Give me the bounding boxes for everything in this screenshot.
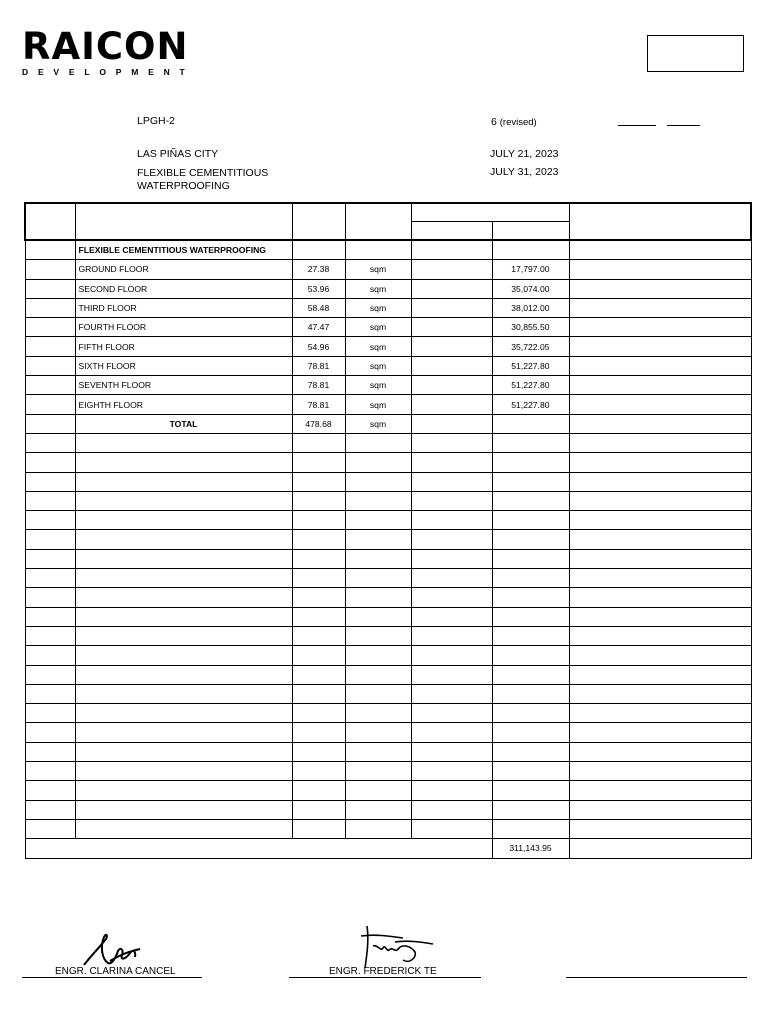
table-row [25, 260, 751, 279]
item-unit: sqm [345, 279, 411, 298]
quantity-table [24, 202, 752, 859]
grand-total-row [25, 839, 751, 858]
location: LAS PIÑAS CITY [137, 148, 219, 160]
header-cell [25, 203, 75, 240]
empty-row [25, 626, 751, 645]
document-number-box [647, 35, 744, 72]
scope [137, 167, 268, 193]
empty-row [25, 704, 751, 723]
header-cell [569, 203, 751, 240]
item-description: GROUND FLOOR [75, 260, 292, 279]
prepared-by-name: ENGR. CLARINA CANCEL [55, 966, 176, 977]
empty-row [25, 511, 751, 530]
item-unit: sqm [345, 298, 411, 317]
header-cell [292, 203, 345, 240]
total-label: TOTAL [75, 414, 292, 433]
item-unit: sqm [345, 376, 411, 395]
header-cell [492, 222, 569, 241]
item-amount: 35,074.00 [492, 279, 569, 298]
revision-number: 6 [491, 116, 497, 128]
checked-by-name: ENGR. FREDERICK TE [329, 966, 437, 977]
table-row [25, 376, 751, 395]
item-amount: 51,227.80 [492, 376, 569, 395]
table-row [25, 395, 751, 414]
table-row [25, 337, 751, 356]
revision-note: (revised) [499, 117, 537, 128]
item-unit: sqm [345, 318, 411, 337]
table-row [25, 240, 751, 260]
item-quantity: 58.48 [292, 298, 345, 317]
table-row [25, 318, 751, 337]
blank-field-2 [667, 125, 700, 126]
empty-row [25, 800, 751, 819]
item-amount: 38,012.00 [492, 298, 569, 317]
section-title: FLEXIBLE CEMENTITIOUS WATERPROOFING [75, 240, 292, 260]
item-unit: sqm [345, 337, 411, 356]
company-tagline: DEVELOPMENT [22, 67, 195, 77]
signature-line-3 [566, 977, 747, 978]
empty-row [25, 569, 751, 588]
empty-row [25, 819, 751, 838]
item-description: SIXTH FLOOR [75, 356, 292, 375]
item-description: EIGHTH FLOOR [75, 395, 292, 414]
company-logo [22, 25, 195, 77]
item-amount: 51,227.80 [492, 395, 569, 414]
empty-row [25, 665, 751, 684]
item-unit: sqm [345, 356, 411, 375]
item-quantity: 54.96 [292, 337, 345, 356]
header-cell [75, 203, 292, 240]
empty-row [25, 453, 751, 472]
company-name: RAICON [22, 25, 189, 68]
item-description: THIRD FLOOR [75, 298, 292, 317]
item-description: SECOND FLOOR [75, 279, 292, 298]
project-code: LPGH-2 [137, 115, 175, 127]
empty-row [25, 646, 751, 665]
item-quantity: 78.81 [292, 376, 345, 395]
signature-te [355, 922, 437, 972]
item-description: FOURTH FLOOR [75, 318, 292, 337]
item-amount: 51,227.80 [492, 356, 569, 375]
empty-row [25, 472, 751, 491]
empty-row [25, 607, 751, 626]
item-description: FIFTH FLOOR [75, 337, 292, 356]
signature-line-1 [22, 977, 202, 978]
item-quantity: 53.96 [292, 279, 345, 298]
item-amount: 17,797.00 [492, 260, 569, 279]
empty-row [25, 762, 751, 781]
header-cell [411, 203, 569, 222]
total-unit: sqm [345, 414, 411, 433]
empty-row [25, 588, 751, 607]
blank-field-1 [618, 125, 656, 126]
table-row [25, 298, 751, 317]
item-description: SEVENTH FLOOR [75, 376, 292, 395]
revision [491, 116, 537, 129]
empty-row [25, 723, 751, 742]
item-quantity: 78.81 [292, 395, 345, 414]
date-1: JULY 21, 2023 [490, 148, 559, 160]
item-amount: 35,722.05 [492, 337, 569, 356]
empty-row [25, 433, 751, 452]
item-quantity: 47.47 [292, 318, 345, 337]
item-amount: 30,855.50 [492, 318, 569, 337]
item-quantity: 78.81 [292, 356, 345, 375]
date-2: JULY 31, 2023 [490, 166, 559, 178]
empty-row [25, 781, 751, 800]
table-row [25, 356, 751, 375]
signature-cancel [80, 925, 144, 971]
total-row [25, 414, 751, 433]
header-cell [345, 203, 411, 240]
grand-total: 311,143.95 [492, 839, 569, 858]
item-unit: sqm [345, 260, 411, 279]
empty-row [25, 491, 751, 510]
scope-line-2: WATERPROOFING [137, 180, 230, 192]
item-quantity: 27.38 [292, 260, 345, 279]
scope-line-1: FLEXIBLE CEMENTITIOUS [137, 167, 269, 179]
header-cell [411, 222, 492, 241]
empty-row [25, 742, 751, 761]
empty-row [25, 684, 751, 703]
empty-row [25, 549, 751, 568]
signature-line-2 [289, 977, 481, 978]
table-row [25, 279, 751, 298]
total-qty: 478.68 [292, 414, 345, 433]
item-unit: sqm [345, 395, 411, 414]
empty-row [25, 530, 751, 549]
